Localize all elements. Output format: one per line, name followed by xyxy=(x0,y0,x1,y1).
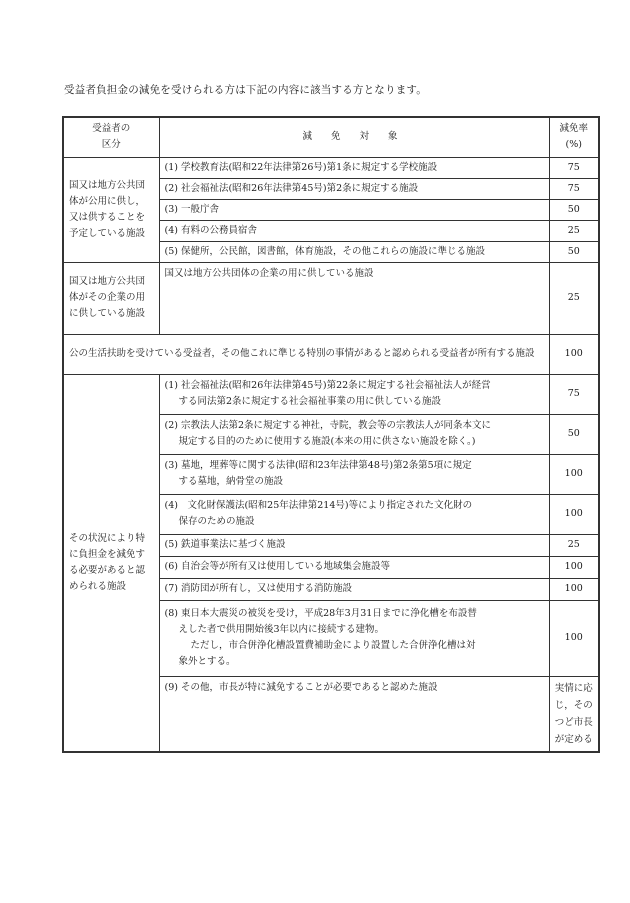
target-cell-wide: 公の生活扶助を受けている受益者，その他これに準じる特別の事情があると認められる受益者が所有する施設 xyxy=(63,334,549,374)
rate-cell: 75 xyxy=(549,157,599,178)
header-rate-line1: 減免率 xyxy=(559,123,588,135)
header-category-line2: 区分 xyxy=(101,139,121,151)
rate-cell: 75 xyxy=(549,178,599,199)
reduction-table xyxy=(62,116,600,753)
header-category-line1: 受益者の xyxy=(92,123,131,135)
category-cell: 国又は地方公共団体が公用に供し，又は供することを予定している施設 xyxy=(63,157,159,262)
table-row xyxy=(63,334,599,374)
header-target-label: 減 免 対 象 xyxy=(302,131,406,143)
target-line: (1) 社会福祉法(昭和26年法律第45号)第22条に規定する社会福祉法人が経営 xyxy=(164,380,491,391)
rate-cell: 100 xyxy=(549,334,599,374)
target-cell xyxy=(159,414,549,454)
target-cell xyxy=(159,374,549,414)
target-line: する墓地，納骨堂の施設 xyxy=(178,476,284,487)
target-cell xyxy=(159,494,549,534)
target-cell: (4) 有料の公務員宿舎 xyxy=(159,220,549,241)
rate-cell: 100 xyxy=(549,494,599,534)
target-line: 象外とする。 xyxy=(178,656,236,667)
target-cell: 国又は地方公共団体の企業の用に供している施設 xyxy=(159,262,549,334)
rate-cell-note xyxy=(549,676,599,752)
category-cell: 国又は地方公共団体がその企業の用に供している施設 xyxy=(63,262,159,334)
rate-cell: 100 xyxy=(549,578,599,600)
table-row xyxy=(63,262,599,334)
target-cell: (1) 学校教育法(昭和22年法律第26号)第1条に規定する学校施設 xyxy=(159,157,549,178)
table-row xyxy=(63,157,599,178)
table-row xyxy=(63,374,599,414)
rate-cell: 50 xyxy=(549,241,599,262)
header-target xyxy=(159,117,549,157)
rate-cell: 50 xyxy=(549,199,599,220)
header-rate xyxy=(549,117,599,157)
target-line: 規定する目的のために使用する施設(本来の用に供さない施設を除く。) xyxy=(178,436,476,447)
header-rate-line2: (%) xyxy=(565,139,582,151)
header-category xyxy=(63,117,159,157)
target-line: 保存のための施設 xyxy=(178,516,255,527)
intro-text: 受益者負担金の減免を受けられる方は下記の内容に該当する方となります。 xyxy=(64,84,427,96)
rate-cell: 100 xyxy=(549,600,599,676)
rate-note-line: じ，その xyxy=(554,699,593,711)
rate-note-line: が定める xyxy=(554,733,593,745)
category-cell: その状況により特に負担金を減免する必要があると認められる施設 xyxy=(63,374,159,752)
rate-cell: 25 xyxy=(549,534,599,556)
target-line: する同法第2条に規定する社会福祉事業の用に供している施設 xyxy=(178,396,442,407)
rate-cell: 50 xyxy=(549,414,599,454)
target-line: (8) 東日本大震災の被災を受け，平成28年3月31日までに浄化槽を布設替 xyxy=(164,608,477,619)
target-cell: (2) 社会福祉法(昭和26年法律第45号)第2条に規定する施設 xyxy=(159,178,549,199)
rate-cell: 25 xyxy=(549,220,599,241)
target-line: ただし，市合併浄化槽設置費補助金により設置した合併浄化槽は対 xyxy=(190,640,476,651)
target-cell xyxy=(159,454,549,494)
target-cell: (9) その他，市長が特に減免することが必要であると認めた施設 xyxy=(159,676,549,752)
target-line: (2) 宗教法人法第2条に規定する神社，寺院，教会等の宗教法人が同条本文に xyxy=(164,420,492,431)
rate-cell: 75 xyxy=(549,374,599,414)
target-cell: (7) 消防団が所有し，又は使用する消防施設 xyxy=(159,578,549,600)
target-line: (4) 文化財保護法(昭和25年法律第214号)等により指定された文化財の xyxy=(164,500,473,511)
target-cell: (6) 自治会等が所有又は使用している地域集会施設等 xyxy=(159,556,549,578)
target-cell: (3) 一般庁舎 xyxy=(159,199,549,220)
target-cell xyxy=(159,600,549,676)
target-line: えした者で供用開始後3年以内に接続する建物。 xyxy=(178,624,385,635)
target-cell: (5) 鉄道事業法に基づく施設 xyxy=(159,534,549,556)
table-header-row xyxy=(63,117,599,157)
target-cell: (5) 保健所，公民館，図書館，体育施設，その他これらの施設に準じる施設 xyxy=(159,241,549,262)
rate-note-line: つど市長 xyxy=(554,716,593,728)
rate-cell: 100 xyxy=(549,454,599,494)
rate-cell: 100 xyxy=(549,556,599,578)
rate-note-line: 実情に応 xyxy=(554,682,593,694)
target-line: (3) 墓地，埋葬等に関する法律(昭和23年法律第48号)第2条第5項に規定 xyxy=(164,460,472,471)
rate-cell: 25 xyxy=(549,262,599,334)
